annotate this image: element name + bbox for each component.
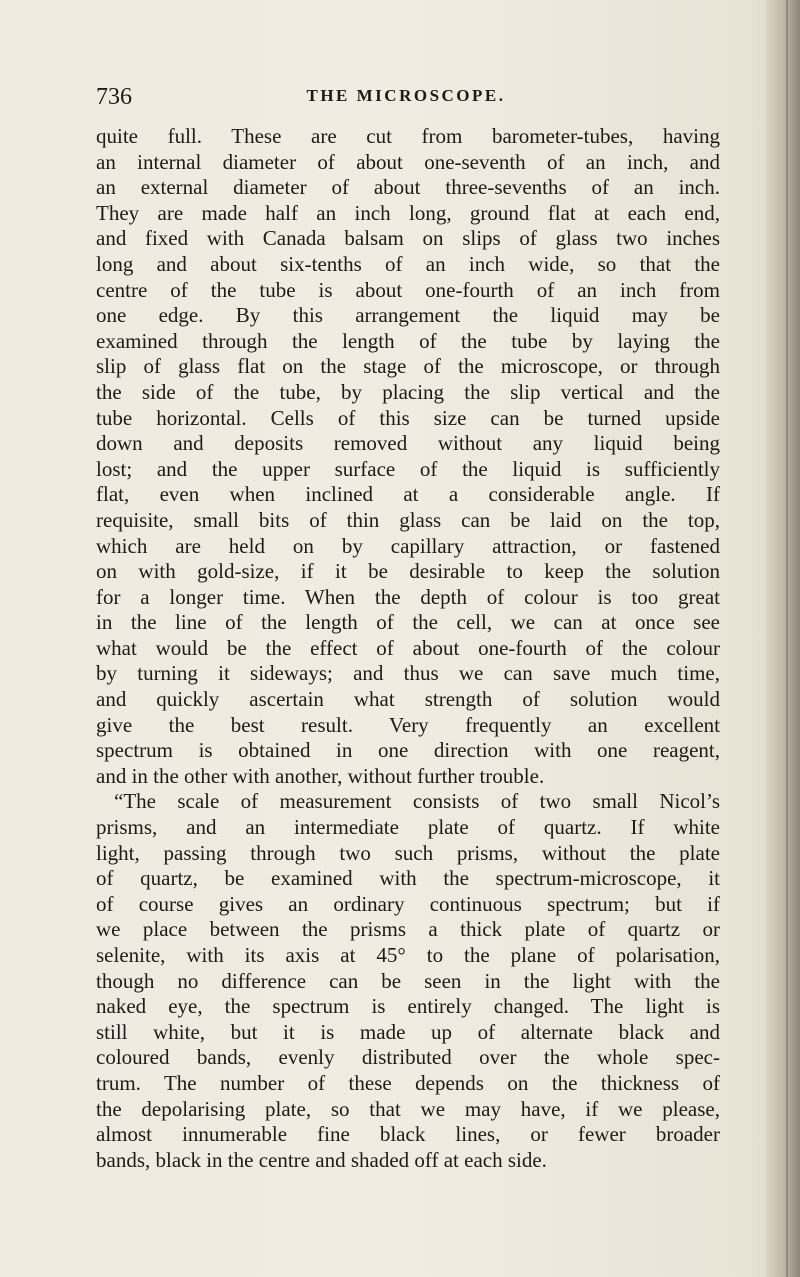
text-line: bands, black in the centre and shaded off at each side. — [96, 1147, 547, 1172]
text-line: and quickly ascertain what strength of solution would — [96, 687, 720, 712]
text-line: slip of glass flat on the stage of the microscope, or through — [96, 354, 720, 379]
text-line: and in the other with another, without further trouble. — [96, 763, 545, 788]
text-line: They are made half an inch long, ground flat at each end, — [96, 200, 720, 225]
text-line: centre of the tube is about one-fourth of an inch from — [96, 277, 720, 302]
page-edge-shadow — [766, 0, 800, 1277]
text-line: for a longer time. When the depth of colour is too great — [96, 584, 720, 609]
text-line: down and deposits removed without any liquid being — [96, 431, 720, 456]
page-header — [96, 84, 716, 110]
text-line: which are held on by capillary attraction, or fastened — [96, 533, 720, 558]
text-line: coloured bands, evenly distributed over the whole spec- — [96, 1045, 720, 1070]
text-line: an external diameter of about three-sevenths of an inch. — [96, 175, 720, 200]
text-line: on with gold-size, if it be desirable to keep the solution — [96, 559, 720, 584]
text-line: an internal diameter of about one-seventh of an inch, and — [96, 149, 720, 174]
text-line: tube horizontal. Cells of this size can be turned upside — [96, 405, 720, 430]
text-line: lost; and the upper surface of the liquid is sufficiently — [96, 456, 720, 481]
text-line: quite full. These are cut from barometer-tubes, having — [96, 124, 720, 148]
text-line: of course gives an ordinary continuous spectrum; but if — [96, 891, 720, 916]
text-line: prisms, and an intermediate plate of quartz. If white — [96, 815, 720, 840]
running-head: THE MICROSCOPE. — [306, 86, 506, 105]
page-edge-line — [786, 0, 788, 1277]
text-line: naked eye, the spectrum is entirely changed. The light is — [96, 994, 720, 1019]
text-line: of quartz, be examined with the spectrum-microscope, it — [96, 866, 720, 891]
text-line: examined through the length of the tube by laying the — [96, 328, 720, 353]
text-line: though no difference can be seen in the light with the — [96, 968, 720, 993]
page-number: 736 — [96, 84, 132, 110]
text-line: selenite, with its axis at 45° to the plane of polarisation, — [96, 943, 720, 967]
text-line: one edge. By this arrangement the liquid may be — [96, 303, 720, 328]
text-line: flat, even when inclined at a considerable angle. If — [96, 482, 720, 507]
text-line: light, passing through two such prisms, without the plate — [96, 840, 720, 865]
text-line: what would be the effect of about one-fourth of the colour — [96, 635, 720, 660]
text-line: “The scale of measurement consists of two small Nicol’s — [114, 789, 720, 814]
text-line: spectrum is obtained in one direction with one reagent, — [96, 738, 720, 763]
text-line: trum. The number of these depends on the thickness of — [96, 1070, 720, 1095]
text-line: still white, but it is made up of alternate black and — [96, 1019, 720, 1044]
text-line: we place between the prisms a thick plate of quartz or — [96, 917, 720, 942]
body-text — [96, 124, 720, 1173]
text-line: requisite, small bits of thin glass can be laid on the top, — [96, 507, 720, 532]
text-line: give the best result. Very frequently an excellent — [96, 712, 720, 737]
text-line: the depolarising plate, so that we may have, if we please, — [96, 1096, 720, 1121]
text-line: long and about six-tenths of an inch wide, so that the — [96, 251, 720, 276]
text-line: and fixed with Canada balsam on slips of glass two inches — [96, 226, 720, 251]
text-line: the side of the tube, by placing the slip vertical and the — [96, 379, 720, 404]
text-line: by turning it sideways; and thus we can save much time, — [96, 661, 720, 686]
text-line: almost innumerable fine black lines, or fewer broader — [96, 1122, 720, 1147]
text-line: in the line of the length of the cell, we can at once see — [96, 610, 720, 635]
